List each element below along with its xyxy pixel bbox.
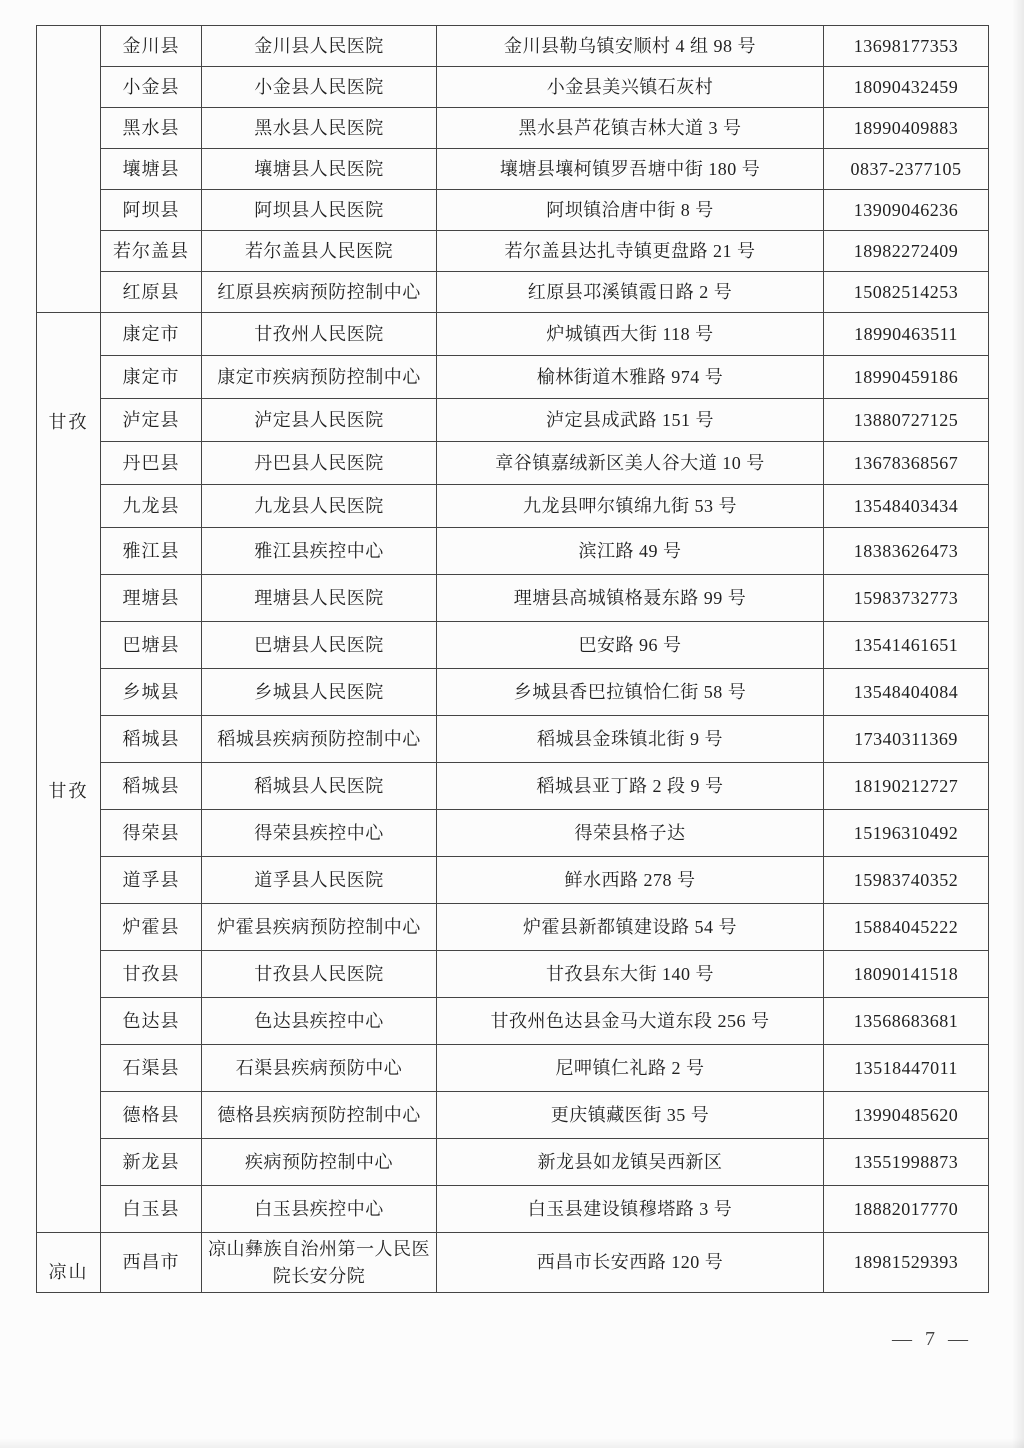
table-row xyxy=(37,1139,989,1186)
county-cell: 德格县 xyxy=(101,1092,202,1139)
institution-cell: 稻城县人民医院 xyxy=(202,763,437,810)
address-cell: 稻城县金珠镇北街 9 号 xyxy=(437,716,824,763)
county-cell: 稻城县 xyxy=(101,716,202,763)
phone-cell: 18990463511 xyxy=(824,313,989,356)
table-row xyxy=(37,313,989,356)
table-row xyxy=(37,763,989,810)
table-row xyxy=(37,857,989,904)
table-row xyxy=(37,716,989,763)
address-cell: 榆林街道木雅路 974 号 xyxy=(437,356,824,399)
institution-cell: 康定市疾病预防控制中心 xyxy=(202,356,437,399)
address-cell: 理塘县高城镇格聂东路 99 号 xyxy=(437,575,824,622)
phone-cell: 18990409883 xyxy=(824,108,989,149)
phone-cell: 0837-2377105 xyxy=(824,149,989,190)
table-row xyxy=(37,998,989,1045)
table-row xyxy=(37,272,989,313)
institution-cell: 甘孜州人民医院 xyxy=(202,313,437,356)
address-cell: 尼呷镇仁礼路 2 号 xyxy=(437,1045,824,1092)
phone-cell: 18982272409 xyxy=(824,231,989,272)
county-cell: 色达县 xyxy=(101,998,202,1045)
address-cell: 西昌市长安西路 120 号 xyxy=(437,1233,824,1293)
phone-cell: 13568683681 xyxy=(824,998,989,1045)
address-cell: 泸定县成武路 151 号 xyxy=(437,399,824,442)
phone-cell: 13698177353 xyxy=(824,26,989,67)
address-cell: 甘孜州色达县金马大道东段 256 号 xyxy=(437,998,824,1045)
table-row xyxy=(37,1092,989,1139)
institution-cell: 甘孜县人民医院 xyxy=(202,951,437,998)
address-cell: 新龙县如龙镇吴西新区 xyxy=(437,1139,824,1186)
address-cell: 滨江路 49 号 xyxy=(437,528,824,575)
phone-cell: 18090141518 xyxy=(824,951,989,998)
county-cell: 九龙县 xyxy=(101,485,202,528)
institution-cell: 德格县疾病预防控制中心 xyxy=(202,1092,437,1139)
address-cell: 稻城县亚丁路 2 段 9 号 xyxy=(437,763,824,810)
address-cell: 白玉县建设镇穆塔路 3 号 xyxy=(437,1186,824,1233)
page-number: — 7 — xyxy=(892,1328,972,1350)
phone-cell: 13678368567 xyxy=(824,442,989,485)
phone-cell: 15884045222 xyxy=(824,904,989,951)
medical-contact-table xyxy=(36,25,989,1293)
institution-cell: 金川县人民医院 xyxy=(202,26,437,67)
table-row xyxy=(37,622,989,669)
scan-edge-right xyxy=(1012,0,1024,1448)
county-cell: 甘孜县 xyxy=(101,951,202,998)
phone-cell: 13880727125 xyxy=(824,399,989,442)
county-cell: 泸定县 xyxy=(101,399,202,442)
institution-cell: 色达县疾控中心 xyxy=(202,998,437,1045)
county-cell: 得荣县 xyxy=(101,810,202,857)
address-cell: 金川县勒乌镇安顺村 4 组 98 号 xyxy=(437,26,824,67)
county-cell: 道孚县 xyxy=(101,857,202,904)
institution-cell: 石渠县疾病预防中心 xyxy=(202,1045,437,1092)
scan-edge-bottom xyxy=(0,1438,1024,1448)
institution-cell: 若尔盖县人民医院 xyxy=(202,231,437,272)
phone-cell: 18190212727 xyxy=(824,763,989,810)
table-row xyxy=(37,1186,989,1233)
address-cell: 章谷镇嘉绒新区美人谷大道 10 号 xyxy=(437,442,824,485)
county-cell: 新龙县 xyxy=(101,1139,202,1186)
address-cell: 炉霍县新都镇建设路 54 号 xyxy=(437,904,824,951)
institution-cell: 九龙县人民医院 xyxy=(202,485,437,528)
institution-cell: 雅江县疾控中心 xyxy=(202,528,437,575)
institution-cell: 壤塘县人民医院 xyxy=(202,149,437,190)
institution-cell: 小金县人民医院 xyxy=(202,67,437,108)
phone-cell: 13909046236 xyxy=(824,190,989,231)
table-row xyxy=(37,485,989,528)
institution-cell: 凉山彝族自治州第一人民医院长安分院 xyxy=(202,1233,437,1293)
phone-cell: 17340311369 xyxy=(824,716,989,763)
address-cell: 巴安路 96 号 xyxy=(437,622,824,669)
institution-cell: 丹巴县人民医院 xyxy=(202,442,437,485)
institution-cell: 红原县疾病预防控制中心 xyxy=(202,272,437,313)
address-cell: 甘孜县东大街 140 号 xyxy=(437,951,824,998)
address-cell: 红原县邛溪镇霞日路 2 号 xyxy=(437,272,824,313)
institution-cell: 泸定县人民医院 xyxy=(202,399,437,442)
address-cell: 九龙县呷尔镇绵九街 53 号 xyxy=(437,485,824,528)
institution-cell: 巴塘县人民医院 xyxy=(202,622,437,669)
table-row xyxy=(37,528,989,575)
table-row xyxy=(37,810,989,857)
phone-cell: 13518447011 xyxy=(824,1045,989,1092)
table-row xyxy=(37,108,989,149)
institution-cell: 乡城县人民医院 xyxy=(202,669,437,716)
county-cell: 丹巴县 xyxy=(101,442,202,485)
address-cell: 若尔盖县达扎寺镇更盘路 21 号 xyxy=(437,231,824,272)
institution-cell: 得荣县疾控中心 xyxy=(202,810,437,857)
phone-cell: 13548403434 xyxy=(824,485,989,528)
county-cell: 乡城县 xyxy=(101,669,202,716)
county-cell: 炉霍县 xyxy=(101,904,202,951)
table-row xyxy=(37,67,989,108)
phone-cell: 15196310492 xyxy=(824,810,989,857)
address-cell: 更庆镇藏医街 35 号 xyxy=(437,1092,824,1139)
county-cell: 康定市 xyxy=(101,313,202,356)
county-cell: 康定市 xyxy=(101,356,202,399)
institution-cell: 道孚县人民医院 xyxy=(202,857,437,904)
county-cell: 西昌市 xyxy=(101,1233,202,1293)
phone-cell: 18981529393 xyxy=(824,1233,989,1293)
county-cell: 雅江县 xyxy=(101,528,202,575)
address-cell: 小金县美兴镇石灰村 xyxy=(437,67,824,108)
county-cell: 石渠县 xyxy=(101,1045,202,1092)
county-cell: 小金县 xyxy=(101,67,202,108)
table-row xyxy=(37,1045,989,1092)
phone-cell: 18882017770 xyxy=(824,1186,989,1233)
institution-cell: 阿坝县人民医院 xyxy=(202,190,437,231)
address-cell: 乡城县香巴拉镇恰仁街 58 号 xyxy=(437,669,824,716)
table-row xyxy=(37,575,989,622)
phone-cell: 13551998873 xyxy=(824,1139,989,1186)
table-row xyxy=(37,951,989,998)
county-cell: 巴塘县 xyxy=(101,622,202,669)
county-cell: 阿坝县 xyxy=(101,190,202,231)
county-cell: 壤塘县 xyxy=(101,149,202,190)
county-cell: 金川县 xyxy=(101,26,202,67)
region-label: 凉山 xyxy=(48,1261,89,1282)
address-cell: 阿坝镇洽唐中街 8 号 xyxy=(437,190,824,231)
institution-cell: 稻城县疾病预防控制中心 xyxy=(202,716,437,763)
institution-cell: 黑水县人民医院 xyxy=(202,108,437,149)
address-cell: 黑水县芦花镇吉林大道 3 号 xyxy=(437,108,824,149)
phone-cell: 15983732773 xyxy=(824,575,989,622)
address-cell: 炉城镇西大街 118 号 xyxy=(437,313,824,356)
table-body xyxy=(37,26,989,1293)
address-cell: 鲜水西路 278 号 xyxy=(437,857,824,904)
address-cell: 得荣县格子达 xyxy=(437,810,824,857)
phone-cell: 13541461651 xyxy=(824,622,989,669)
phone-cell: 18090432459 xyxy=(824,67,989,108)
region-label: 甘孜 xyxy=(48,781,89,801)
institution-cell: 炉霍县疾病预防控制中心 xyxy=(202,904,437,951)
table-row xyxy=(37,231,989,272)
phone-cell: 15082514253 xyxy=(824,272,989,313)
institution-cell: 理塘县人民医院 xyxy=(202,575,437,622)
county-cell: 稻城县 xyxy=(101,763,202,810)
phone-cell: 13990485620 xyxy=(824,1092,989,1139)
table-row xyxy=(37,26,989,67)
phone-cell: 13548404084 xyxy=(824,669,989,716)
county-cell: 理塘县 xyxy=(101,575,202,622)
institution-cell: 白玉县疾控中心 xyxy=(202,1186,437,1233)
table-row xyxy=(37,356,989,399)
region-cell xyxy=(37,313,101,1233)
phone-cell: 18383626473 xyxy=(824,528,989,575)
county-cell: 红原县 xyxy=(101,272,202,313)
institution-cell: 疾病预防控制中心 xyxy=(202,1139,437,1186)
table-row xyxy=(37,904,989,951)
table-row xyxy=(37,1233,989,1293)
region-cell xyxy=(37,1233,101,1293)
table-row xyxy=(37,442,989,485)
table-row xyxy=(37,399,989,442)
county-cell: 黑水县 xyxy=(101,108,202,149)
county-cell: 白玉县 xyxy=(101,1186,202,1233)
table-row xyxy=(37,669,989,716)
region-cell xyxy=(37,26,101,313)
region-label: 甘孜 xyxy=(48,411,89,432)
table-row xyxy=(37,190,989,231)
phone-cell: 15983740352 xyxy=(824,857,989,904)
table-row xyxy=(37,149,989,190)
county-cell: 若尔盖县 xyxy=(101,231,202,272)
address-cell: 壤塘县壤柯镇罗吾塘中街 180 号 xyxy=(437,149,824,190)
phone-cell: 18990459186 xyxy=(824,356,989,399)
